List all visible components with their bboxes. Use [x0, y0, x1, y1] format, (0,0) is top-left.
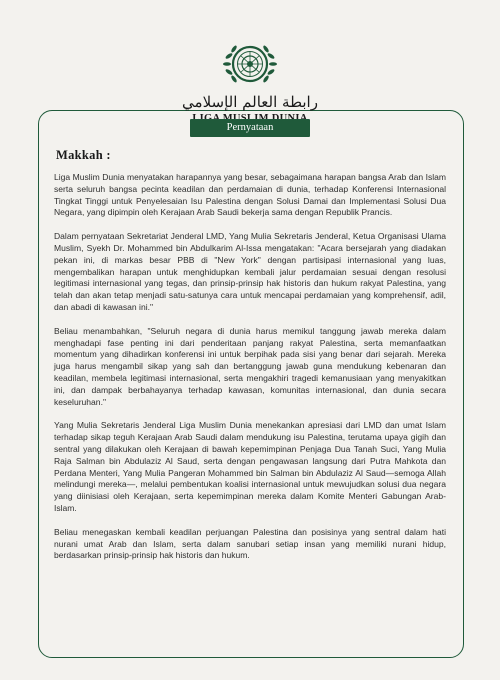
arabic-org-name: رابطة العالم الإسلامي: [182, 93, 318, 111]
article-body: [54, 148, 446, 574]
paragraph-3: Beliau menambahkan, "Seluruh negara di dunia harus memikul tanggung jawab mereka dalam menghadapi fase penting ini dari penderitaan panjang rakyat Palestina, serta memanfaatkan momentum yang dihadirkan konferensi ini untuk berpihak pada sisi yang benar dari sejarah. Mereka juga harus mengambil sikap yang sah dan bertanggung jawab guna mendukung kebenaran dan keadilan, membela legitimasi internasional, serta mengakhiri tragedi kemanusiaan yang menyakitkan ini, dan dampak berbahayanya terhadap kawasan, komunitas internasional, dan dunia secara keseluruhan.": [54, 325, 446, 407]
paragraph-1: Liga Muslim Dunia menyatakan harapannya yang besar, sebagaimana harapan bangsa Arab dan Islam serta seluruh bangsa pecinta keadilan dan perdamaian di dunia, terhadap Konferensi Internasional Tingkat Tinggi untuk Penyelesaian Isu Palestina dengan Solusi Damai dan Implementasi Solusi Dua Negara, yang dipimpin oleh Kerajaan Arab Saudi bekerja sama dengan Republik Prancis.: [54, 172, 446, 218]
paragraph-2: Dalam pernyataan Sekretariat Jenderal LMD, Yang Mulia Sekretaris Jenderal, Ketua Organisasi Ulama Muslim, Syekh Dr. Mohammed bin Abdulkarim Al-Issa mengatakan: "Acara bersejarah yang diadakan pekan ini, di markas besar PBB di "New York" dengan partisipasi internasional yang luas, mengembalikan harapan untuk menghidupkan kembali jalur perdamaian sesuai dengan resolusi legitimasi internasional yang tegas, dan prinsip-prinsip hak historis dan hukum rakyat Palestina, yang telah dan akan tetap menjadi satu-satunya cara untuk mencapai perdamaian yang komprehensif, adil, dan abadi di kawasan ini.": [54, 231, 446, 312]
league-emblem-icon: [221, 38, 279, 90]
paragraph-5: Beliau menegaskan kembali keadilan perjuangan Palestina dan posisinya yang sentral dalam hati nurani umat Arab dan Islam, serta dalam sanubari setiap insan yang memiliki nurani hidup, berdasarkan prinsip-prinsip hak historis dan hukum.: [54, 526, 446, 561]
letterhead: [0, 38, 500, 124]
paragraph-4: Yang Mulia Sekretaris Jenderal Liga Muslim Dunia menekankan apresiasi dari LMD dan umat Islam terhadap sikap teguh Kerajaan Arab Saudi dalam mendukung isu Palestina, terutama upaya gigih dan sentral yang dilakukan oleh Kerajaan di bawah kepemimpinan Penjaga Dua Tanah Suci, Yang Mulia Raja Salman bin Abdulaziz Al Saud, serta dengan pengawasan langsung dari Putra Mahkota dan Perdana Menteri, Yang Mulia Pangeran Mohammed bin Salman bin Abdulaziz Al Saud—semoga Allah melindungi mereka—, melalui pembentukan koalisi internasional untuk mewujudkan solusi dua negara yang diinisiasi oleh Kerajaan, serta kepemimpinan mereka dalam Komite Menteri Gabungan Arab-Islam.: [54, 420, 446, 513]
dateline-location: Makkah :: [56, 148, 111, 162]
statement-badge: Pernyataan: [190, 119, 310, 137]
